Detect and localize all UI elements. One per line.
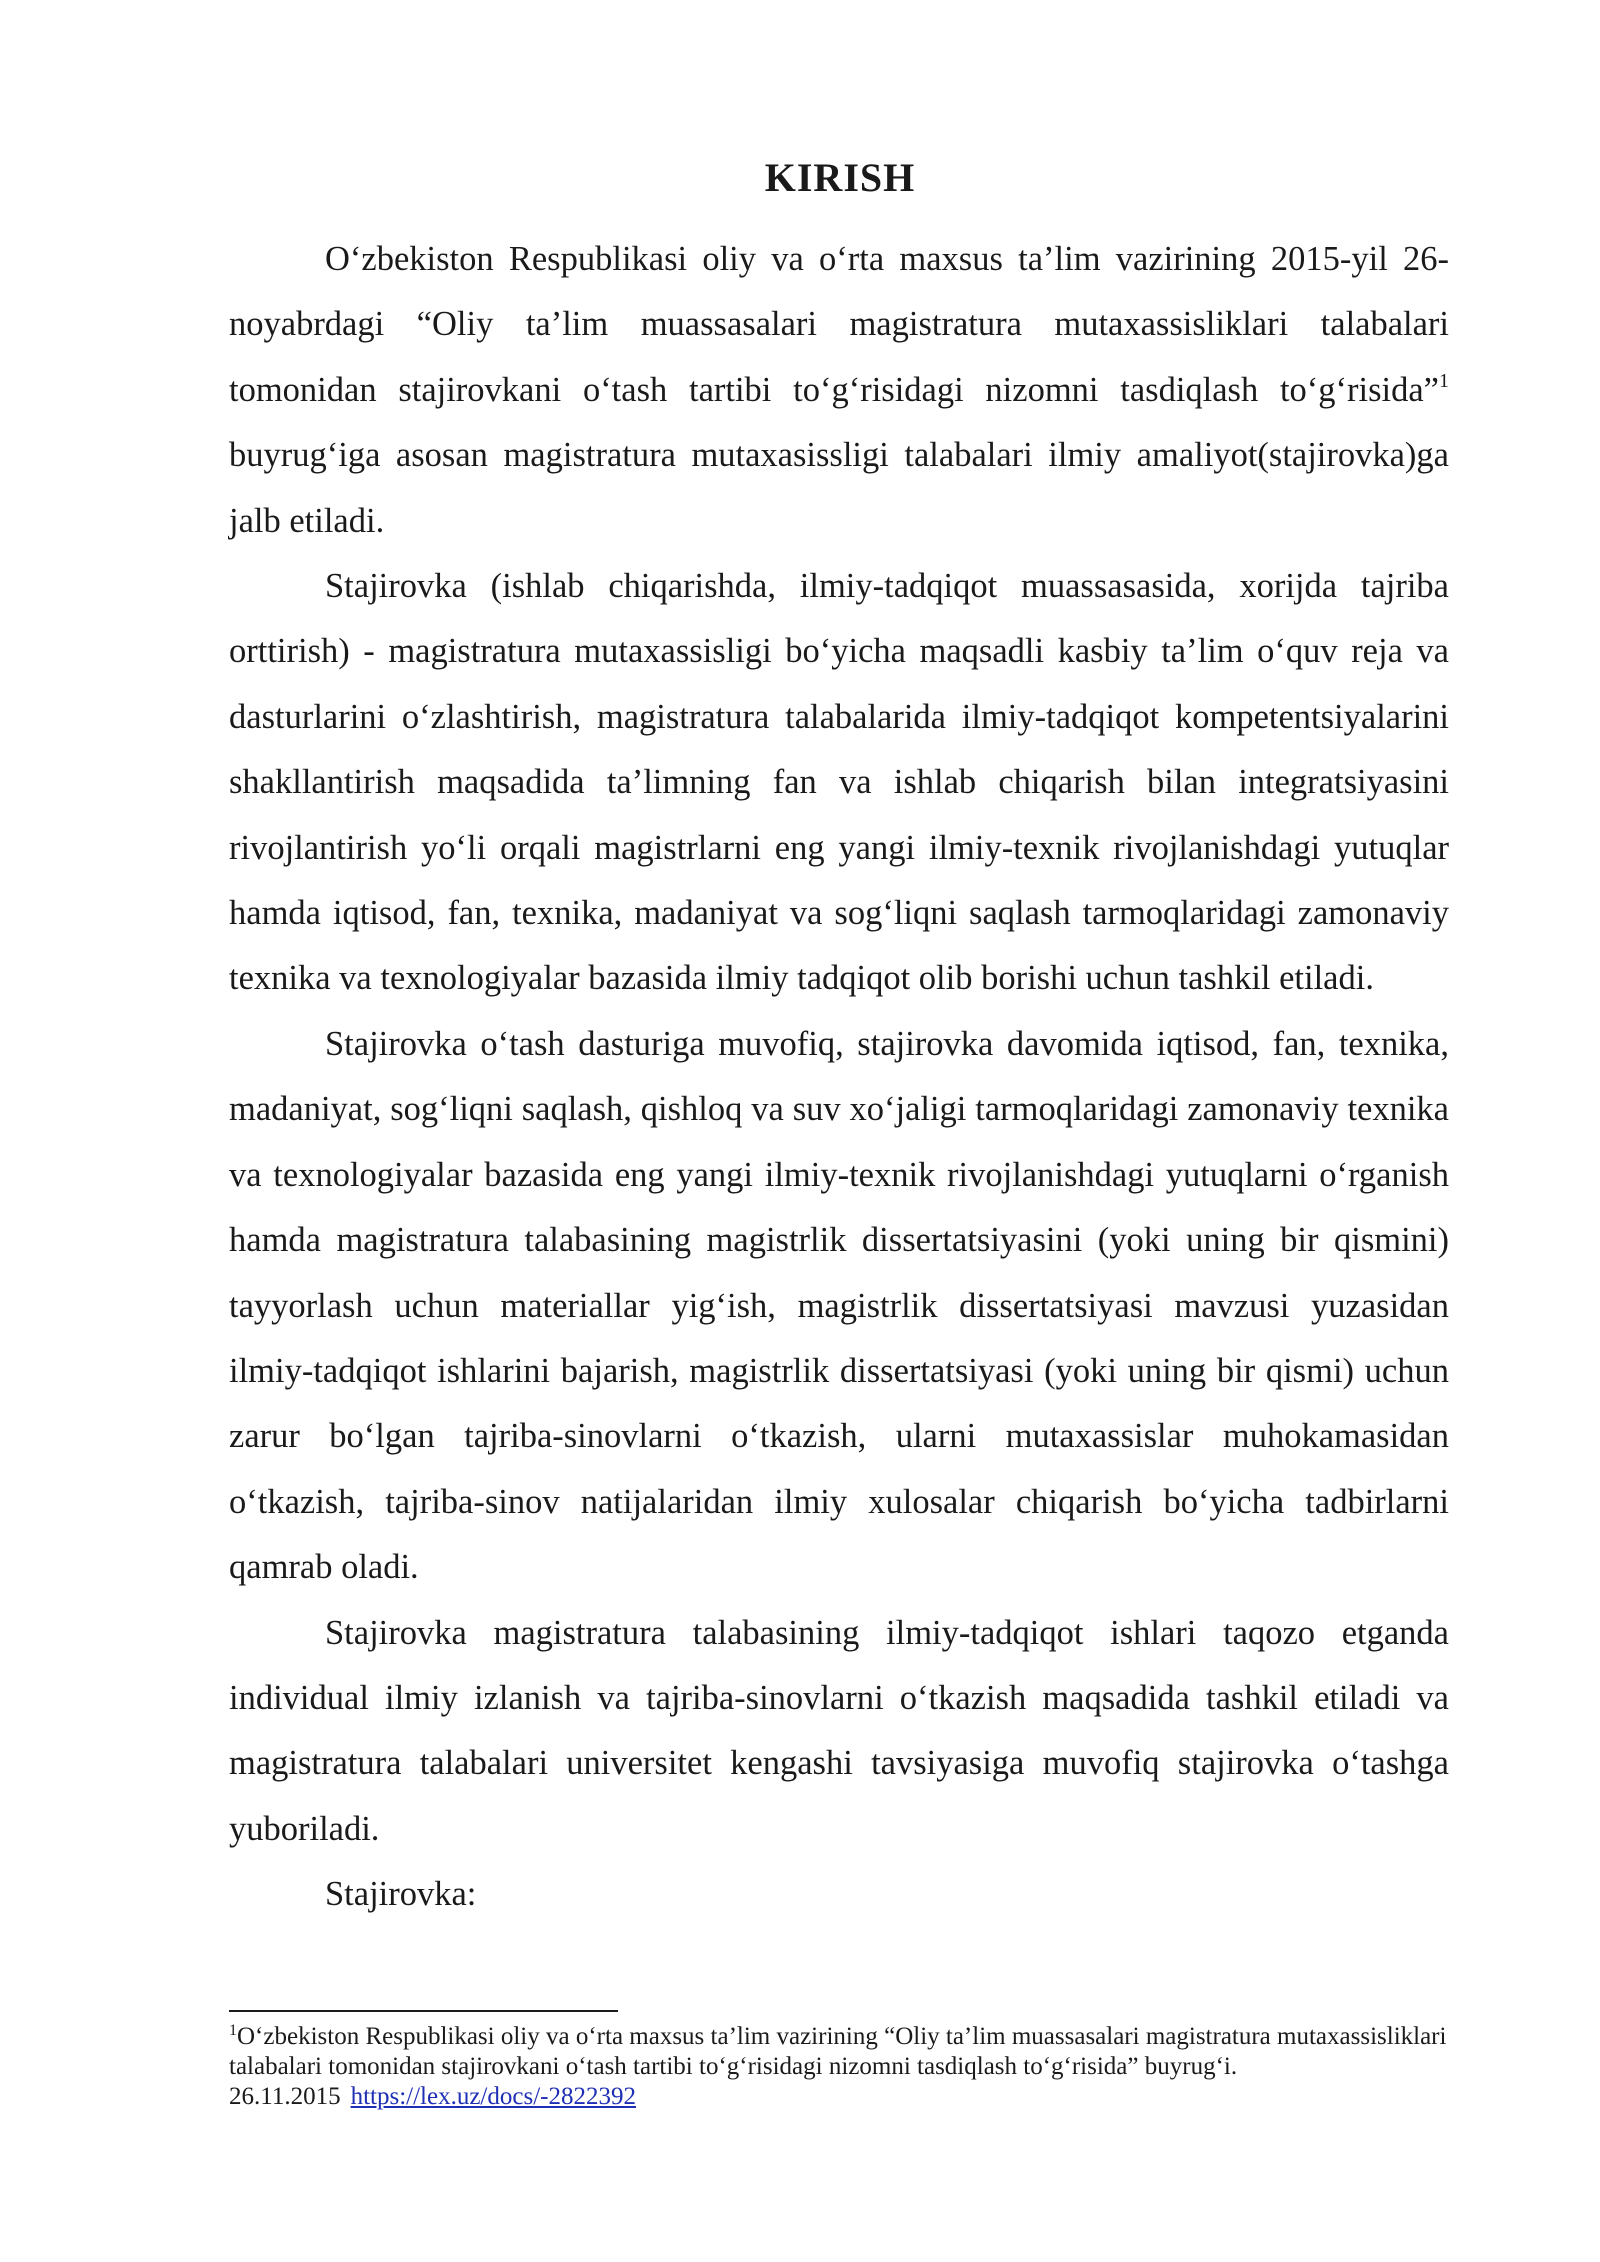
- footnote-reference: 1: [1439, 369, 1449, 392]
- footnote-link[interactable]: https://lex.uz/docs/-2822392: [350, 2083, 636, 2110]
- paragraph-3: Stajirovka o‘tash dasturiga muvofiq, stajirovka davomida iqtisod, fan, texnika, madaniyat, sog‘liqni saqlash, qishloq va suv xo‘jaligi tarmoqlaridagi zamonaviy texnika va texnologiyalar bazasida eng yangi ilmiy-texnik rivojlanishdagi yutuqlarni o‘rganish hamda magistratura talabasining magistrlik dissertatsiyasini (yoki uning bir qismini) tayyorlash uchun materiallar yig‘ish, magistrlik dissertatsiyasi mavzusi yuzasidan ilmiy-tadqiqot ishlarini bajarish, magistrlik dissertatsiyasi (yoki uning bir qismi) uchun zarur bo‘lgan tajriba-sinovlarni o‘tkazish, ularni mutaxassislar muhokamasidan o‘tkazish, tajriba-sinov natijalaridan ilmiy xulosalar chiqarish bo‘yicha tadbirlarni qamrab oladi.: [229, 1024, 1449, 1587]
- paragraph-5: Stajirovka:: [325, 1875, 477, 1914]
- paragraph-1-text-b: buyrug‘iga asosan magistratura mutaxasissligi talabalari ilmiy amaliyot(stajirovka)ga jalb etiladi.: [229, 436, 1449, 540]
- paragraph-1-text-a: O‘zbekiston Respublikasi oliy va o‘rta maxsus ta’lim vazirining 2015-yil 26-noyabrdagi “Oliy ta’lim muassasalari magistratura mutaxassisliklari talabalari tomonidan stajirovkani o‘tash tartibi to‘g‘risidagi nizomni tasdiqlash to‘g‘risida”: [229, 240, 1449, 409]
- footnote-separator: [229, 2010, 618, 2012]
- footnote-text: O‘zbekiston Respublikasi oliy va o‘rta maxsus ta’lim vazirining “Oliy ta’lim muassasalari magistratura mutaxassisliklari talabalari tomonidan stajirovkani o‘tash tartibi to‘g‘risidagi nizomni tasdiqlash to‘g‘risida” buyrug‘i. 26.11.2015: [229, 2023, 1447, 2110]
- paragraph-4: Stajirovka magistratura talabasining ilmiy-tadqiqot ishlari taqozo etganda individual ilmiy izlanish va tajriba-sinovlarni o‘tkazish maqsadida tashkil etiladi va magistratura talabalari universitet kengashi tavsiyasiga muvofiq stajirovka o‘tashga yuboriladi.: [229, 1613, 1449, 1848]
- footnote-marker: 1: [229, 2022, 237, 2039]
- document-body: [229, 227, 1449, 1928]
- paragraph-1: [229, 227, 1449, 554]
- paragraph-2: Stajirovka (ishlab chiqarishda, ilmiy-tadqiqot muassasasida, xorijda tajriba orttirish) - magistratura mutaxassisligi bo‘yicha maqsadli kasbiy ta’lim o‘quv reja va dasturlarini o‘zlashtirish, magistratura talabalarida ilmiy-tadqiqot kompetentsiyalarini shakllantirish maqsadida ta’limning fan va ishlab chiqarish bilan integratsiyasini rivojlantirish yo‘li orqali magistrlarni eng yangi ilmiy-texnik rivojlanishdagi yutuqlar hamda iqtisod, fan, texnika, madaniyat va sog‘liqni saqlash tarmoqlaridagi zamonaviy texnika va texnologiyalar bazasida ilmiy tadqiqot olib borishi uchun tashkil etiladi.: [229, 567, 1449, 998]
- page-title: KIRISH: [764, 155, 916, 200]
- footnote: [229, 2022, 1449, 2112]
